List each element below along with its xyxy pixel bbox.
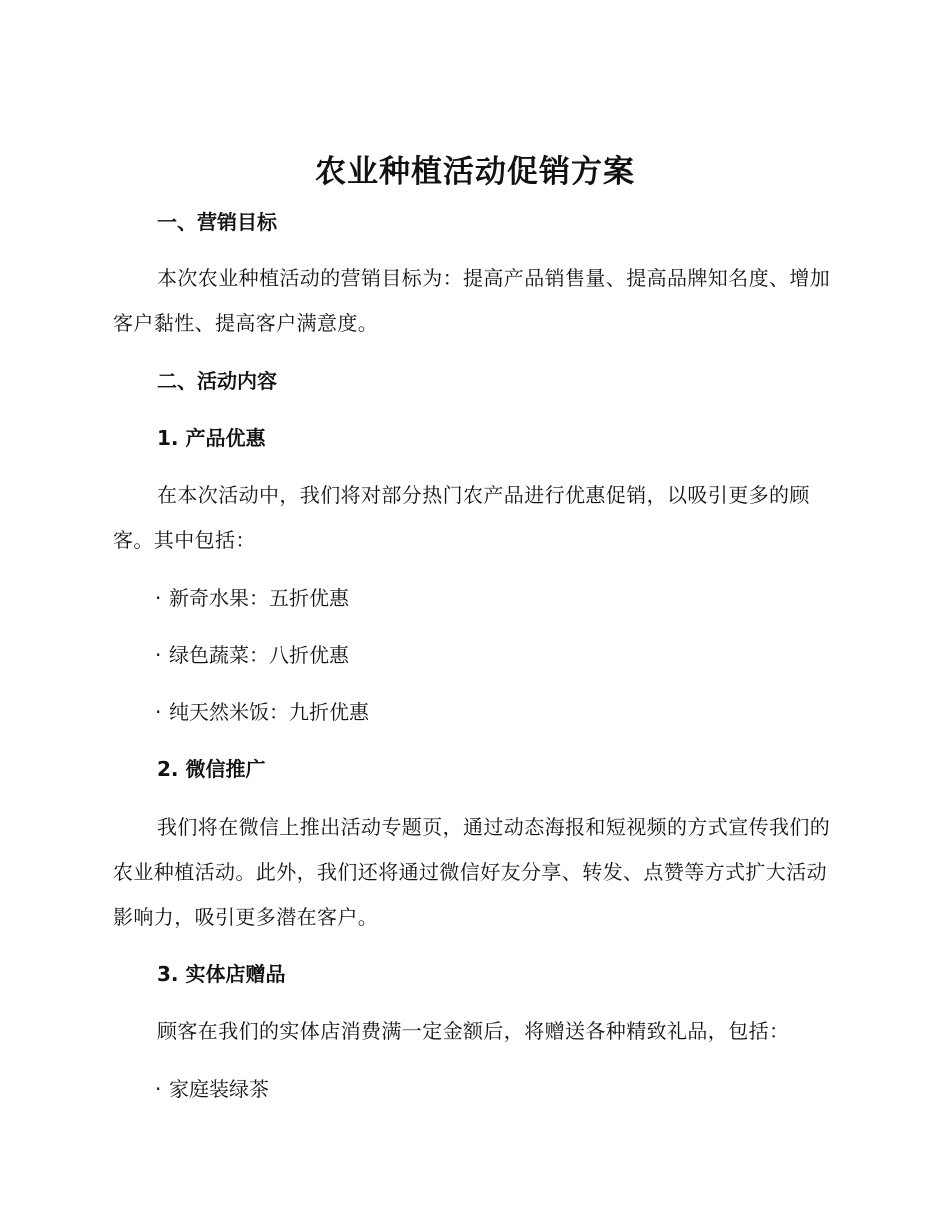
list-item [155, 640, 349, 670]
bullet-icon: · [155, 1077, 162, 1101]
list-item-text: 纯天然米饭：九折优惠 [169, 700, 369, 724]
wechat-promotion-paragraph: 我们将在微信上推出活动专题页，通过动态海报和短视频的方式宣传我们的农业种植活动。此外，我们还将通过微信好友分享、转发、点赞等方式扩大活动影响力，吸引更多潜在客户。 [113, 815, 831, 929]
bullet-icon: · [155, 643, 162, 667]
bullet-icon: · [155, 700, 162, 724]
section-heading-marketing-goals: 一、营销目标 [157, 210, 277, 234]
list-item-text: 新奇水果：五折优惠 [169, 586, 349, 610]
product-discount-paragraph: 在本次活动中，我们将对部分热门农产品进行优惠促销，以吸引更多的顾客。其中包括： [113, 483, 810, 552]
list-item [155, 583, 349, 613]
list-item [155, 1074, 269, 1104]
subheading-store-gifts: 3. 实体店赠品 [157, 962, 286, 986]
section-heading-activity-content: 二、活动内容 [157, 369, 277, 393]
list-item-text: 绿色蔬菜：八折优惠 [169, 643, 349, 667]
marketing-goals-paragraph: 本次农业种植活动的营销目标为：提高产品销售量、提高品牌知名度、增加客户黏性、提高客户满意度。 [113, 266, 831, 335]
subheading-wechat-promotion: 2. 微信推广 [157, 757, 266, 781]
document-title: 农业种植活动促销方案 [315, 154, 635, 190]
bullet-icon: · [155, 586, 162, 610]
list-item [155, 697, 369, 727]
subheading-product-discount: 1. 产品优惠 [157, 426, 266, 450]
store-gifts-paragraph: 顾客在我们的实体店消费满一定金额后，将赠送各种精致礼品，包括： [157, 1019, 790, 1043]
list-item-text: 家庭装绿茶 [169, 1077, 269, 1101]
